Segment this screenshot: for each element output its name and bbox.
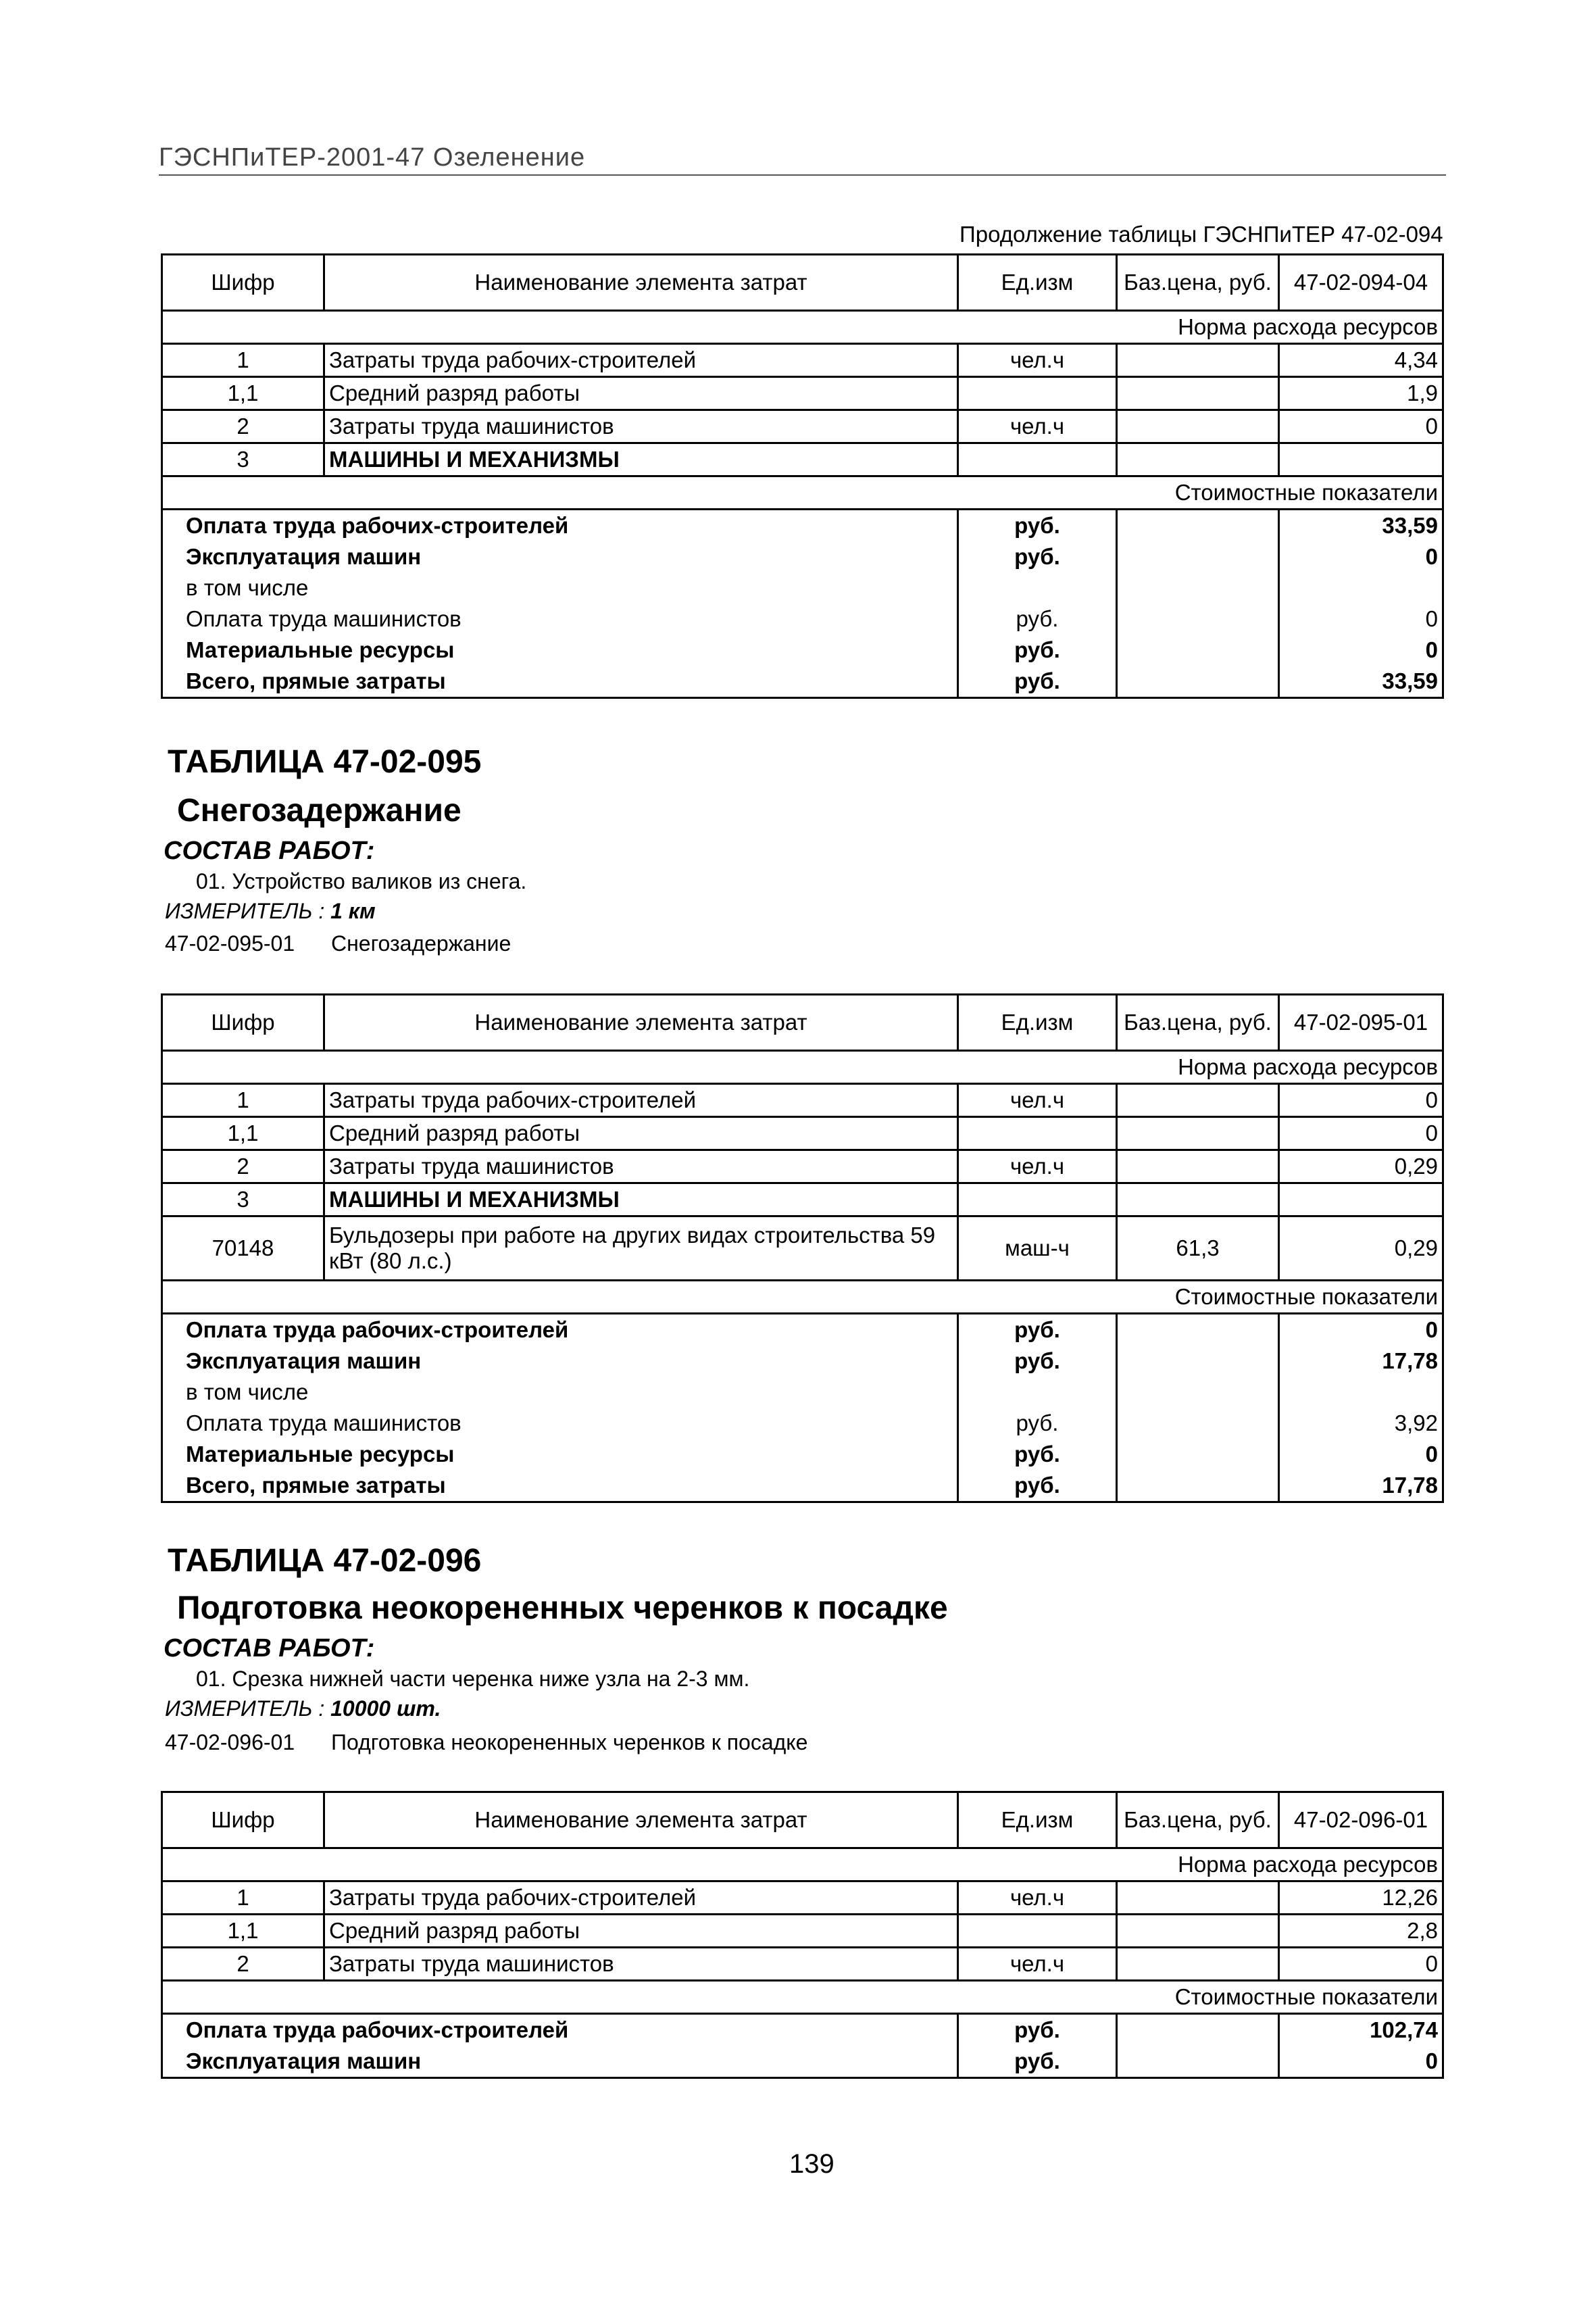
resource-table-096 xyxy=(161,1791,1444,2079)
cost-unit: руб. xyxy=(958,1314,1117,1346)
cost-price xyxy=(1117,572,1279,604)
resource-name: МАШИНЫ И МЕХАНИЗМЫ xyxy=(324,1183,958,1216)
resource-price xyxy=(1117,1183,1279,1216)
resource-value xyxy=(1279,443,1443,476)
cost-row xyxy=(162,1439,1443,1470)
resource-code: 2 xyxy=(162,410,324,443)
col-price-header: Баз.цена, руб. xyxy=(1117,995,1279,1051)
resource-code: 1 xyxy=(162,1084,324,1117)
cost-price xyxy=(1117,1439,1279,1470)
resource-price xyxy=(1117,344,1279,377)
resource-value: 0,29 xyxy=(1279,1150,1443,1183)
cost-row xyxy=(162,541,1443,572)
cost-row xyxy=(162,1377,1443,1408)
cost-label-row xyxy=(162,1981,1443,2014)
resource-row xyxy=(162,1183,1443,1216)
resource-row xyxy=(162,344,1443,377)
cost-unit: руб. xyxy=(958,604,1117,635)
cost-name: Оплата труда машинистов xyxy=(162,604,958,635)
code-096: 47-02-096-01 xyxy=(165,1730,295,1754)
resource-unit xyxy=(958,1117,1117,1150)
cost-value xyxy=(1279,572,1443,604)
norm-label: Норма расхода ресурсов xyxy=(162,1051,1443,1084)
resource-name: Затраты труда рабочих-строителей xyxy=(324,1084,958,1117)
resource-name: Средний разряд работы xyxy=(324,377,958,410)
work-item-096: 01. Срезка нижней части черенка ниже узла на 2-3 мм. xyxy=(196,1667,750,1691)
table-title-096: ТАБЛИЦА 47-02-096 xyxy=(168,1543,482,1579)
izmeritel-label: ИЗМЕРИТЕЛЬ : xyxy=(165,1696,325,1721)
code-name-096: Подготовка неокорененных черенков к посадке xyxy=(331,1730,808,1754)
izmeritel-095 xyxy=(165,899,376,924)
norm-label: Норма расхода ресурсов xyxy=(162,1848,1443,1881)
col-price-header: Баз.цена, руб. xyxy=(1117,1792,1279,1848)
cost-value: 102,74 xyxy=(1279,2014,1443,2046)
sostav-label-095: СОСТАВ РАБОТ: xyxy=(164,837,375,865)
cost-unit: руб. xyxy=(958,666,1117,698)
cost-unit: руб. xyxy=(958,635,1117,666)
cost-price xyxy=(1117,1470,1279,1502)
resource-price: 61,3 xyxy=(1117,1216,1279,1281)
cost-value: 0 xyxy=(1279,635,1443,666)
cost-name: Эксплуатация машин xyxy=(162,541,958,572)
resource-row xyxy=(162,1216,1443,1281)
resource-name: Затраты труда рабочих-строителей xyxy=(324,1881,958,1915)
cost-unit: руб. xyxy=(958,1439,1117,1470)
cost-name: Оплата труда рабочих-строителей xyxy=(162,2014,958,2046)
running-header: ГЭСНПиТЕР-2001-47 Озеленение xyxy=(159,143,586,172)
resource-code: 1,1 xyxy=(162,1117,324,1150)
resource-name: Затраты труда машинистов xyxy=(324,1150,958,1183)
cost-price xyxy=(1117,2014,1279,2046)
resource-code: 1 xyxy=(162,344,324,377)
resource-name: Затраты труда машинистов xyxy=(324,1948,958,1981)
norm-label-row xyxy=(162,1848,1443,1881)
resource-name: Бульдозеры при работе на других видах строительства 59 кВт (80 л.с.) xyxy=(324,1216,958,1281)
resource-price xyxy=(1117,1117,1279,1150)
cost-unit: руб. xyxy=(958,510,1117,542)
norm-label: Норма расхода ресурсов xyxy=(162,311,1443,344)
resource-code: 1 xyxy=(162,1881,324,1915)
cost-row xyxy=(162,666,1443,698)
col-unit-header: Ед.изм xyxy=(958,1792,1117,1848)
resource-row xyxy=(162,443,1443,476)
izmeritel-value: 1 км xyxy=(330,899,376,923)
resource-unit xyxy=(958,1183,1117,1216)
table-title-095: ТАБЛИЦА 47-02-095 xyxy=(168,744,482,780)
resource-unit: чел.ч xyxy=(958,1150,1117,1183)
cost-row xyxy=(162,1470,1443,1502)
resource-value xyxy=(1279,1183,1443,1216)
cost-label-row xyxy=(162,1281,1443,1314)
resource-table-095 xyxy=(161,993,1444,1503)
table-name-096: Подготовка неокорененных черенков к посадке xyxy=(177,1590,948,1626)
cost-label: Стоимостные показатели xyxy=(162,476,1443,510)
col-name-header: Наименование элемента затрат xyxy=(324,1792,958,1848)
norm-label-row xyxy=(162,1051,1443,1084)
cost-unit: руб. xyxy=(958,1470,1117,1502)
resource-value: 0 xyxy=(1279,1117,1443,1150)
table-name-095: Снегозадержание xyxy=(177,793,462,829)
cost-price xyxy=(1117,1314,1279,1346)
resource-value: 1,9 xyxy=(1279,377,1443,410)
col-id-header: 47-02-095-01 xyxy=(1279,995,1443,1051)
resource-unit xyxy=(958,443,1117,476)
resource-price xyxy=(1117,1915,1279,1948)
cost-label: Стоимостные показатели xyxy=(162,1981,1443,2014)
resource-price xyxy=(1117,377,1279,410)
resource-row xyxy=(162,377,1443,410)
cost-price xyxy=(1117,510,1279,542)
cost-value: 3,92 xyxy=(1279,1408,1443,1439)
resource-value: 0 xyxy=(1279,410,1443,443)
header-rule xyxy=(159,174,1446,176)
cost-name: в том числе xyxy=(162,572,958,604)
resource-code: 3 xyxy=(162,1183,324,1216)
col-id-header: 47-02-096-01 xyxy=(1279,1792,1443,1848)
norm-label-row xyxy=(162,311,1443,344)
resource-row xyxy=(162,1117,1443,1150)
col-name-header: Наименование элемента затрат xyxy=(324,995,958,1051)
cost-value: 0 xyxy=(1279,1439,1443,1470)
sostav-label-096: СОСТАВ РАБОТ: xyxy=(164,1634,375,1663)
cost-value: 33,59 xyxy=(1279,666,1443,698)
resource-value: 0,29 xyxy=(1279,1216,1443,1281)
cost-label-row xyxy=(162,476,1443,510)
cost-price xyxy=(1117,1346,1279,1377)
cost-name: Оплата труда рабочих-строителей xyxy=(162,1314,958,1346)
resource-unit: чел.ч xyxy=(958,410,1117,443)
continuation-note: Продолжение таблицы ГЭСНПиТЕР 47-02-094 xyxy=(959,222,1443,247)
izmeritel-096 xyxy=(165,1696,441,1721)
resource-value: 2,8 xyxy=(1279,1915,1443,1948)
cost-row xyxy=(162,604,1443,635)
cost-value: 33,59 xyxy=(1279,510,1443,542)
resource-name: МАШИНЫ И МЕХАНИЗМЫ xyxy=(324,443,958,476)
resource-unit: маш-ч xyxy=(958,1216,1117,1281)
cost-name: Оплата труда рабочих-строителей xyxy=(162,510,958,542)
resource-price xyxy=(1117,1881,1279,1915)
resource-code: 1,1 xyxy=(162,1915,324,1948)
cost-row xyxy=(162,635,1443,666)
resource-name: Средний разряд работы xyxy=(324,1915,958,1948)
resource-price xyxy=(1117,443,1279,476)
cost-row xyxy=(162,1346,1443,1377)
cost-name: Всего, прямые затраты xyxy=(162,666,958,698)
col-code-header: Шифр xyxy=(162,995,324,1051)
cost-price xyxy=(1117,541,1279,572)
col-unit-header: Ед.изм xyxy=(958,255,1117,311)
cost-price xyxy=(1117,2046,1279,2078)
cost-unit xyxy=(958,1377,1117,1408)
resource-row xyxy=(162,1881,1443,1915)
header-row xyxy=(162,1792,1443,1848)
resource-price xyxy=(1117,1948,1279,1981)
cost-unit xyxy=(958,572,1117,604)
col-unit-header: Ед.изм xyxy=(958,995,1117,1051)
resource-value: 12,26 xyxy=(1279,1881,1443,1915)
resource-unit: чел.ч xyxy=(958,1948,1117,1981)
resource-price xyxy=(1117,410,1279,443)
resource-code: 2 xyxy=(162,1150,324,1183)
cost-unit: руб. xyxy=(958,1408,1117,1439)
resource-unit: чел.ч xyxy=(958,344,1117,377)
resource-row xyxy=(162,1948,1443,1981)
izmeritel-label: ИЗМЕРИТЕЛЬ : xyxy=(165,899,325,923)
cost-name: Оплата труда машинистов xyxy=(162,1408,958,1439)
resource-row xyxy=(162,410,1443,443)
header-row xyxy=(162,995,1443,1051)
code-095: 47-02-095-01 xyxy=(165,931,295,956)
resource-value: 0 xyxy=(1279,1948,1443,1981)
cost-value: 17,78 xyxy=(1279,1346,1443,1377)
page-number: 139 xyxy=(789,2149,834,2179)
resource-name: Затраты труда рабочих-строителей xyxy=(324,344,958,377)
cost-price xyxy=(1117,1377,1279,1408)
resource-value: 0 xyxy=(1279,1084,1443,1117)
work-item-095: 01. Устройство валиков из снега. xyxy=(196,869,527,893)
cost-name: Всего, прямые затраты xyxy=(162,1470,958,1502)
resource-table-1 xyxy=(161,253,1444,699)
col-name-header: Наименование элемента затрат xyxy=(324,255,958,311)
resource-unit xyxy=(958,377,1117,410)
cost-value xyxy=(1279,1377,1443,1408)
cost-price xyxy=(1117,1408,1279,1439)
cost-price xyxy=(1117,604,1279,635)
cost-unit: руб. xyxy=(958,2046,1117,2078)
cost-row xyxy=(162,572,1443,604)
cost-price xyxy=(1117,635,1279,666)
cost-row xyxy=(162,1314,1443,1346)
resource-unit: чел.ч xyxy=(958,1084,1117,1117)
resource-code: 70148 xyxy=(162,1216,324,1281)
cost-value: 0 xyxy=(1279,604,1443,635)
resource-price xyxy=(1117,1150,1279,1183)
col-price-header: Баз.цена, руб. xyxy=(1117,255,1279,311)
cost-name: Материальные ресурсы xyxy=(162,1439,958,1470)
resource-code: 1,1 xyxy=(162,377,324,410)
cost-value: 0 xyxy=(1279,2046,1443,2078)
cost-value: 0 xyxy=(1279,541,1443,572)
header-row xyxy=(162,255,1443,311)
resource-row xyxy=(162,1084,1443,1117)
code-name-095: Снегозадержание xyxy=(331,931,512,956)
col-code-header: Шифр xyxy=(162,1792,324,1848)
cost-row xyxy=(162,1408,1443,1439)
cost-label: Стоимостные показатели xyxy=(162,1281,1443,1314)
cost-row xyxy=(162,510,1443,542)
cost-name: Материальные ресурсы xyxy=(162,635,958,666)
cost-row xyxy=(162,2046,1443,2078)
resource-unit: чел.ч xyxy=(958,1881,1117,1915)
col-code-header: Шифр xyxy=(162,255,324,311)
cost-name: в том числе xyxy=(162,1377,958,1408)
cost-price xyxy=(1117,666,1279,698)
resource-code: 2 xyxy=(162,1948,324,1981)
cost-value: 17,78 xyxy=(1279,1470,1443,1502)
resource-price xyxy=(1117,1084,1279,1117)
cost-name: Эксплуатация машин xyxy=(162,2046,958,2078)
col-id-header: 47-02-094-04 xyxy=(1279,255,1443,311)
resource-row xyxy=(162,1150,1443,1183)
resource-unit xyxy=(958,1915,1117,1948)
izmeritel-value: 10000 шт. xyxy=(330,1696,441,1721)
resource-name: Средний разряд работы xyxy=(324,1117,958,1150)
cost-name: Эксплуатация машин xyxy=(162,1346,958,1377)
cost-unit: руб. xyxy=(958,1346,1117,1377)
cost-unit: руб. xyxy=(958,541,1117,572)
resource-row xyxy=(162,1915,1443,1948)
resource-value: 4,34 xyxy=(1279,344,1443,377)
cost-row xyxy=(162,2014,1443,2046)
cost-unit: руб. xyxy=(958,2014,1117,2046)
resource-code: 3 xyxy=(162,443,324,476)
resource-name: Затраты труда машинистов xyxy=(324,410,958,443)
cost-value: 0 xyxy=(1279,1314,1443,1346)
